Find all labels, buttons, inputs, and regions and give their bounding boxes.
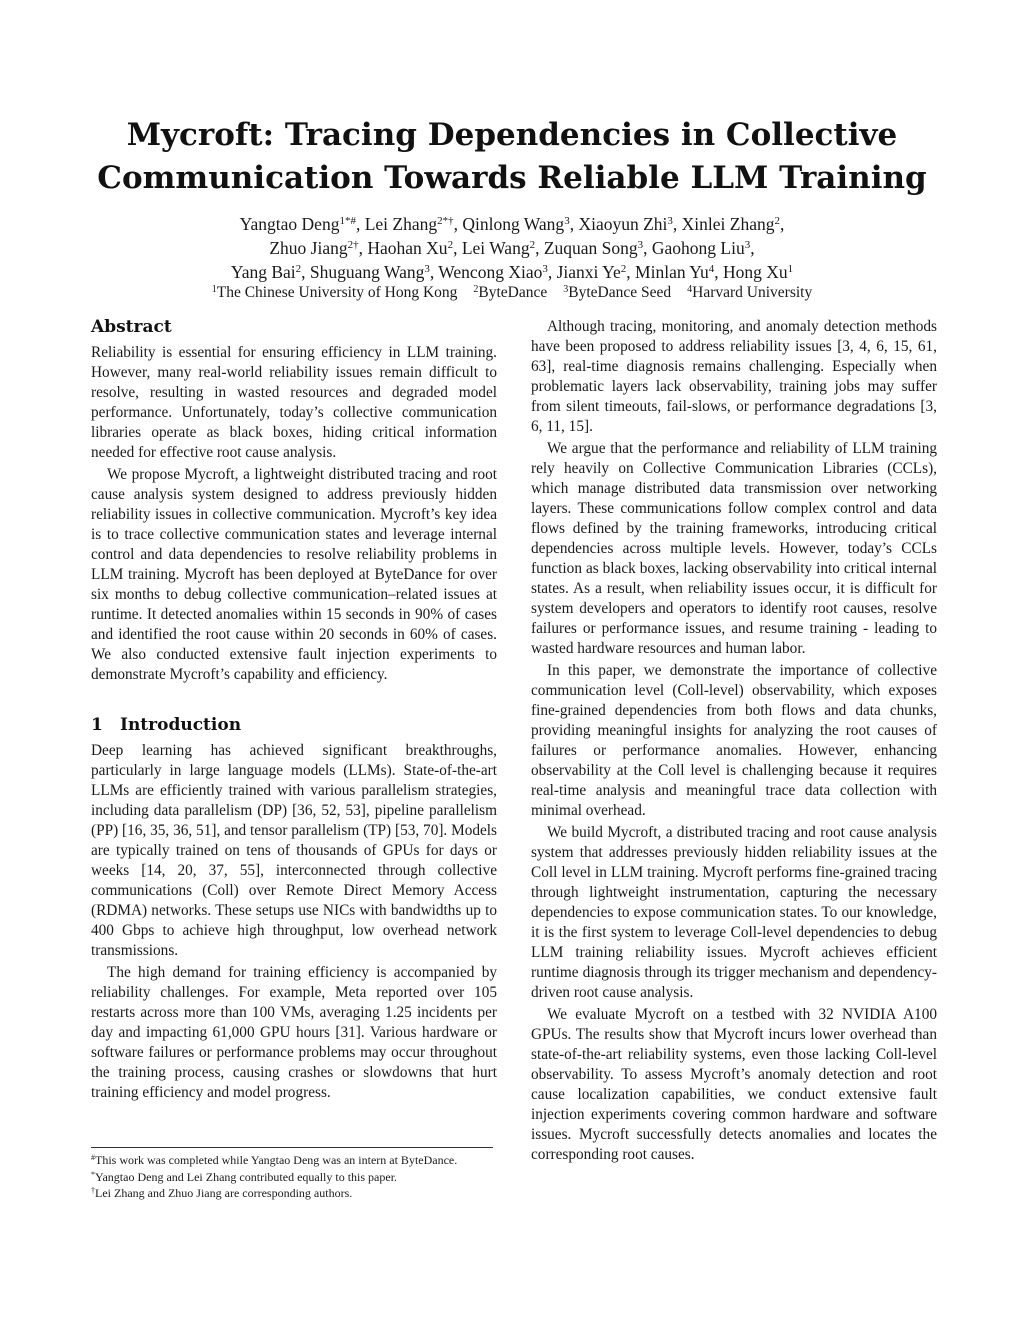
section-title: Introduction bbox=[120, 715, 242, 735]
author-name: Lei Wang bbox=[461, 238, 530, 258]
affiliation: ByteDance bbox=[478, 284, 548, 301]
author-affil-mark: 3 bbox=[542, 263, 548, 275]
body-paragraph: Although tracing, monitoring, and anomaly detection methods have been proposed to address reliability issues [3, 4, 6, 15, 61, 63], real-time diagnosis remains challenging. Especially when problematic layers lack observability, training jobs may suffer from silent timeouts, fail-slows, or performance degradations [3, 6, 11, 15]. bbox=[531, 318, 937, 435]
author-name: Xinlei Zhang bbox=[681, 214, 775, 234]
author-affil-mark: 3 bbox=[744, 239, 751, 251]
affiliation: ByteDance Seed bbox=[568, 284, 672, 301]
affiliation: Harvard University bbox=[692, 284, 813, 301]
author-name: Xiaoyun Zhi bbox=[578, 214, 668, 234]
footnote-rule bbox=[91, 1147, 493, 1148]
author-name: Hong Xu bbox=[723, 262, 788, 282]
affiliations bbox=[60, 284, 964, 302]
author-affil-mark: 2 bbox=[295, 263, 302, 275]
body-paragraph: Deep learning has achieved significant breakthroughs, particularly in large language models (LLMs). State-of-the-art LLMs are efficiently trained with various parallelism strategies, including data parallelism (DP) [36, 52, 53], pipeline parallelism (PP) [16, 35, 36, 51], and tensor parallelism (TP) [53, 70]. Models are typically trained on tens of thousands of GPUs for days or weeks [14, 20, 37, 55], interconnected through collective communications (Coll) over Remote Direct Memory Access (RDMA) networks. These setups use NICs with bandwidths up to 400 Gbps to achieve high throughput, low overhead network transmissions. bbox=[91, 742, 497, 959]
footnote: *Yangtao Deng and Lei Zhang contributed equally to this paper. bbox=[91, 1169, 398, 1184]
body-paragraph: The high demand for training efficiency is accompanied by reliability challenges. For example, Meta reported over 105 restarts across more than 100 VMs, averaging 1.25 incidents per day and impacting 61,000 GPU hours [31]. Various hardware or software failures or performance problems may occur throughout the training process, causing crashes or slowdowns that hurt training efficiency and model progress. bbox=[91, 964, 497, 1101]
author-name: Shuguang Wang bbox=[309, 262, 425, 282]
author-name: Yangtao Deng bbox=[239, 214, 340, 234]
body-paragraph: We argue that the performance and reliability of LLM training rely heavily on Collective Communication Libraries (CCLs), which manage distributed data transmission over networking layers. These communications follow complex control and data flows defined by the training frameworks, introducing critical dependencies across multiple levels. However, today’s CCLs function as black boxes, lacking observability into critical internal states. As a result, when reliability issues occur, it is difficult for system developers and operators to identify root causes, resolve failures or performance issues, and resume training - leading to wasted hardware resources and human labor. bbox=[531, 440, 937, 657]
footnote: †Lei Zhang and Zhuo Jiang are corresponding authors. bbox=[91, 1186, 353, 1200]
affiliation: The Chinese University of Hong Kong bbox=[216, 284, 458, 301]
footnote-mark: † bbox=[91, 1186, 95, 1195]
affil-mark: 3 bbox=[563, 284, 569, 295]
author-list bbox=[60, 212, 964, 284]
author-name: Jianxi Ye bbox=[556, 262, 621, 282]
footnote-mark: # bbox=[91, 1153, 95, 1162]
body-paragraph: We evaluate Mycroft on a testbed with 32 NVIDIA A100 GPUs. The results show that Mycroft incurs lower overhead than state-of-the-art reliability systems, even those lacking Coll-level observability. To assess Mycroft’s anomaly detection and root cause localization capabilities, we conduct extensive fault injection experiments covering common hardware and software issues. Mycroft successfully detects anomalies and locates the corresponding root causes. bbox=[531, 1006, 937, 1163]
author-affil-mark: 2*† bbox=[437, 215, 454, 227]
author-name: Lei Zhang bbox=[364, 214, 438, 234]
author-affil-mark: 2† bbox=[347, 239, 359, 251]
author-affil-mark: 2 bbox=[620, 263, 627, 275]
author-affil-mark: 3 bbox=[637, 239, 644, 251]
author-name: Zuquan Song bbox=[543, 238, 638, 258]
section-heading-introduction bbox=[91, 713, 497, 737]
author-line-1: Yangtao Deng$^{1*\#}$, Lei Zhang$^{2*\dagger}$, Qinlong Wang$^3$, Xiaoyun Zhi$^3$, Xinlei Zhang$^2$, bbox=[239, 214, 785, 234]
author-affil-mark: 2 bbox=[447, 239, 454, 251]
author-affil-mark: 3 bbox=[424, 263, 430, 275]
title-line-2: Communication Towards Reliable LLM Training bbox=[97, 160, 927, 196]
affil-mark: 2 bbox=[473, 284, 479, 295]
author-line-3: Yang Bai$^2$, Shuguang Wang$^3$, Wencong Xiao$^3$, Jianxi Ye$^2$, Minlan Yu$^4$, Hong Xu$^1$ bbox=[230, 262, 794, 282]
abstract-heading: Abstract bbox=[91, 317, 172, 337]
paper-title bbox=[60, 114, 964, 200]
left-column bbox=[91, 315, 497, 1103]
body-paragraph: In this paper, we demonstrate the importance of collective communication level (Coll-level) observability, which exposes fine-grained dependencies from both flows and data chunks, providing meaningful insights for analyzing the root causes of failures or performance anomalies. However, enhancing observability at the Coll level is challenging because it requires real-time analysis and meaningful trace data collection with minimal overhead. bbox=[531, 662, 937, 819]
author-affil-mark: 4 bbox=[708, 263, 715, 275]
abstract-paragraph: Reliability is essential for ensuring efficiency in LLM training. However, many real-world reliability issues remain difficult to resolve, resulting in wasted resources and degraded model performance. Unfortunately, today’s collective communication libraries operate as black boxes, hiding critical information needed for effective root cause analysis. bbox=[91, 344, 497, 461]
body-paragraph: We build Mycroft, a distributed tracing and root cause analysis system that addresses previously hidden reliability issues at the Coll level in LLM training. Mycroft performs fine-grained tracing through lightweight instrumentation, capturing the necessary dependencies to expose communication states. To our knowledge, it is the first system to leverage Coll-level dependencies to debug LLM training reliability issues. Mycroft achieves efficient runtime diagnosis through its trigger mechanism and dependency-driven root cause analysis. bbox=[531, 824, 937, 1001]
author-affil-mark: 3 bbox=[667, 215, 673, 227]
abstract-paragraph: We propose Mycroft, a lightweight distributed tracing and root cause analysis system designed to address previously hidden reliability issues in collective communication. Mycroft’s key idea is to trace collective communication states and leverage internal control and data dependencies to resolve reliability problems in LLM training. Mycroft has been deployed at ByteDance for over six months to debug collective communication–related issues at runtime. It detected anomalies within 15 seconds in 90% of cases and identified the root cause within 20 seconds in 60% of cases. We also conducted extensive fault injection experiments to demonstrate Mycroft’s capability and efficiency. bbox=[91, 466, 497, 683]
footnote: #This work was completed while Yangtao Deng was an intern at ByteDance. bbox=[91, 1153, 458, 1167]
author-name: Zhuo Jiang bbox=[269, 238, 348, 258]
author-name: Minlan Yu bbox=[635, 262, 709, 282]
footnotes bbox=[91, 1152, 497, 1202]
right-column bbox=[531, 317, 937, 1165]
author-name: Haohan Xu bbox=[367, 238, 448, 258]
section-number: 1 bbox=[91, 715, 103, 735]
affil-mark: 4 bbox=[687, 284, 693, 295]
author-name: Yang Bai bbox=[230, 262, 296, 282]
author-line-2: Zhuo Jiang$^{2\dagger}$, Haohan Xu$^2$, Lei Wang$^2$, Zuquan Song$^3$, Gaohong Liu$^3$, bbox=[269, 238, 755, 258]
footnote-mark: * bbox=[91, 1169, 95, 1179]
author-affil-mark: 1 bbox=[787, 263, 794, 275]
author-affil-mark: 1*# bbox=[339, 215, 356, 227]
author-affil-mark: 2 bbox=[774, 215, 780, 227]
author-affil-mark: 3 bbox=[564, 215, 570, 227]
author-name: Qinlong Wang bbox=[462, 214, 565, 234]
author-name: Gaohong Liu bbox=[651, 238, 745, 258]
author-affil-mark: 2 bbox=[529, 239, 536, 251]
title-line-1: Mycroft: Tracing Dependencies in Collective bbox=[126, 117, 898, 153]
affil-mark: 1 bbox=[211, 284, 217, 295]
author-name: Wencong Xiao bbox=[438, 262, 543, 282]
